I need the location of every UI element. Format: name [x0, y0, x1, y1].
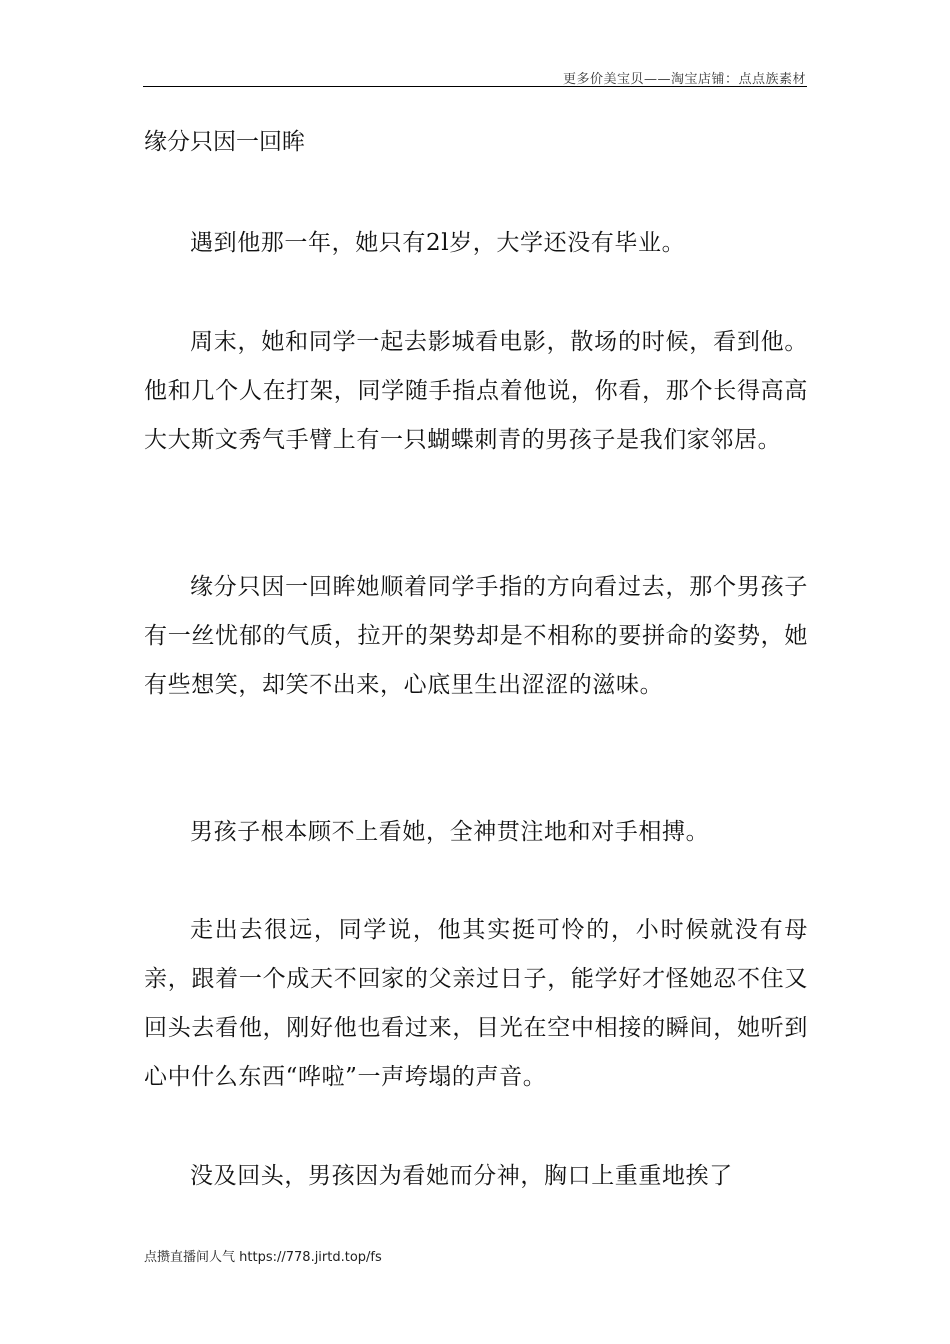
- page-footer: [144, 1246, 382, 1265]
- paragraph-4: 男孩子根本顾不上看她，全神贯注地和对手相搏。: [190, 819, 710, 845]
- paragraph-3: 缘分只因一回眸她顺着同学手指的方向看过去，那个男孩子有一丝忧郁的气质，拉开的架势却是不相称的要拼命的姿势，她有些想笑，却笑不出来，心底里生出涩涩的滋味。: [144, 574, 808, 698]
- header-divider: [143, 86, 807, 87]
- footer-link[interactable]: https://778.jirtd.top/fs: [239, 1250, 382, 1265]
- paragraph-5: 走出去很远，同学说，他其实挺可怜的，小时候就没有母亲，跟着一个成天不回家的父亲过日子，能学好才怪她忍不住又回头去看他，刚好他也看过来，目光在空中相接的瞬间，她听到心中什么东西“哗啦”一声垮塌的声音。: [144, 917, 808, 1090]
- paragraph-2: 周末，她和同学一起去影城看电影，散场的时候，看到他。他和几个人在打架，同学随手指点着他说，你看，那个长得高高大大斯文秀气手臂上有一只蝴蝶刺青的男孩子是我们家邻居。: [144, 329, 808, 453]
- page-header-text: 更多价美宝贝——淘宝店铺：点点族素材: [562, 72, 806, 87]
- paragraph-1: 遇到他那一年，她只有2l岁，大学还没有毕业。: [190, 230, 686, 256]
- paragraph-6: 没及回头，男孩因为看她而分神，胸口上重重地挨了: [190, 1163, 733, 1189]
- document-title: 缘分只因一回眸: [144, 129, 305, 155]
- footer-label: 点攒直播间人气: [144, 1250, 236, 1265]
